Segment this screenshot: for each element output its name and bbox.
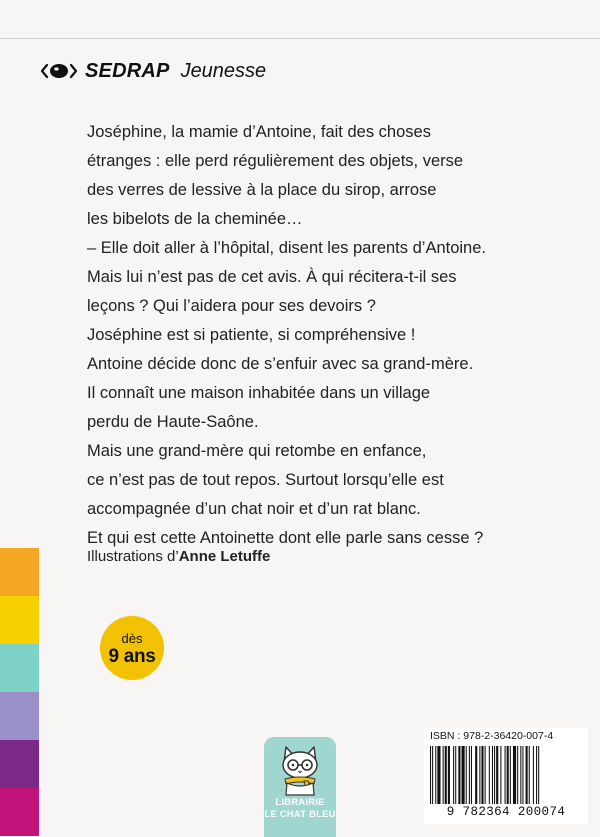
top-divider — [0, 38, 600, 39]
blurb-line: Mais lui n’est pas de cet avis. À qui récitera-t-il ses — [87, 268, 457, 286]
color-strip-band — [0, 740, 39, 788]
publisher-brand: SEDRAP — [85, 59, 170, 82]
blurb-line: Mais une grand-mère qui retombe en enfance, — [87, 442, 427, 460]
barcode-icon — [428, 746, 582, 804]
age-badge-age: 9 ans — [108, 646, 156, 667]
illustration-credit — [87, 548, 270, 565]
blurb-line: Antoine décide donc de s’enfuir avec sa grand-mère. — [87, 355, 474, 373]
blurb-line: – Elle doit aller à l’hôpital, disent les parents d’Antoine. — [87, 239, 486, 257]
library-sticker — [264, 737, 336, 837]
blurb-line: des verres de lessive à la place du sirop, arrose — [87, 181, 437, 199]
age-badge-prefix: dès — [121, 631, 143, 646]
cat-with-glasses-icon — [274, 741, 326, 797]
barcode-block — [424, 728, 588, 824]
color-strip-band — [0, 548, 39, 596]
isbn-label: ISBN : 978-2-36420-007-4 — [430, 730, 554, 742]
sticker-line-2: LE CHAT BLEU — [264, 809, 336, 820]
blurb-line: ce n’est pas de tout repos. Surtout lorsqu’elle est — [87, 471, 444, 489]
illustrator-name: Anne Letuffe — [178, 548, 271, 565]
blurb-line: Et qui est cette Antoinette dont elle parle sans cesse ? — [87, 529, 484, 547]
sedrap-eye-logo-icon — [40, 62, 78, 80]
blurb-line: leçons ? Qui l’aidera pour ses devoirs ? — [87, 297, 376, 315]
color-strip-band — [0, 596, 39, 644]
blurb-line: les bibelots de la cheminée… — [87, 210, 303, 228]
blurb-line: perdu de Haute-Saône. — [87, 413, 259, 431]
color-strip-band — [0, 644, 39, 692]
blurb-line: Il connaît une maison inhabitée dans un village — [87, 384, 431, 402]
barcode-digits: 9 782364 200074 — [446, 805, 566, 819]
color-strip-band — [0, 692, 39, 740]
color-strip-band — [0, 788, 39, 836]
color-strip — [0, 548, 39, 836]
back-cover-blurb — [87, 118, 537, 553]
blurb-line: étranges : elle perd régulièrement des objets, verse — [87, 152, 464, 170]
blurb-line: Joséphine est si patiente, si compréhensive ! — [87, 326, 416, 344]
credit-prefix: Illustrations d’ — [87, 548, 179, 565]
age-badge — [100, 616, 164, 680]
publisher-imprint: Jeunesse — [180, 59, 267, 82]
blurb-line: accompagnée d’un chat noir et d’un rat blanc. — [87, 500, 421, 518]
blurb-line: Joséphine, la mamie d’Antoine, fait des choses — [87, 123, 431, 141]
sticker-line-1: LIBRAIRIE — [275, 797, 325, 808]
publisher-logo — [40, 58, 266, 84]
